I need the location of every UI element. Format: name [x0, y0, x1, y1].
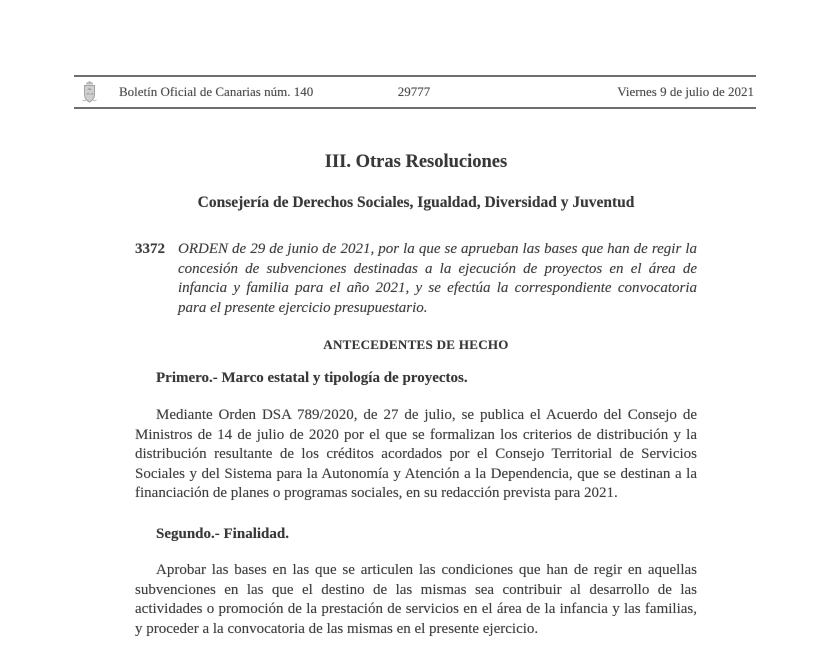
bulletin-title: Boletín Oficial de Canarias núm. 140 — [119, 84, 314, 99]
paragraph-primero: Mediante Orden DSA 789/2020, de 27 de julio, se publica el Acuerdo del Consejo de Ministros de 14 de julio de 2020 por el que se formalizan los criterios de distribución y la distribución resultante de los créditos acordados por el Consejo Territorial de Servicios Sociales y del Sistema para la Autonomía y Atención a la Dependencia, que se destinan a la financiación de planes o programas sociales, en su redacción prevista para 2021. — [135, 407, 697, 501]
order-summary-block — [135, 240, 697, 318]
coat-of-arms-icon — [81, 80, 98, 104]
department-heading: Consejería de Derechos Sociales, Igualdad, Diversidad y Juventud — [197, 194, 635, 211]
section-heading-primero: Primero.- Marco estatal y tipología de proyectos. — [156, 370, 468, 386]
page-header — [74, 75, 756, 109]
header-date: Viernes 9 de julio de 2021 — [617, 84, 754, 99]
page-number: 29777 — [397, 84, 431, 99]
paragraph-segundo: Aprobar las bases en las que se articulen las condiciones que han de regir en aquellas subvenciones en las que el destino de las mismas sea contribuir al desarrollo de las actividades o promoción de la prestación de servicios en el área de la infancia y las familias, y proceder a la convocatoria de las mismas en el presente ejercicio. — [135, 562, 697, 637]
order-summary-text: ORDEN de 29 de junio de 2021, por la que se aprueban las bases que han de regir la concesión de subvenciones destinadas a la ejecución de proyectos en el área de infancia y familia para el año 2021, y se efectúa la correspondiente convocatoria para el presente ejercicio presupuestario. — [178, 241, 697, 316]
header-left-group — [74, 80, 398, 104]
order-number: 3372 — [135, 241, 165, 257]
section-title: III. Otras Resoluciones — [324, 152, 508, 172]
section-heading-segundo: Segundo.- Finalidad. — [156, 526, 289, 542]
antecedentes-heading: ANTECEDENTES DE HECHO — [323, 337, 509, 352]
